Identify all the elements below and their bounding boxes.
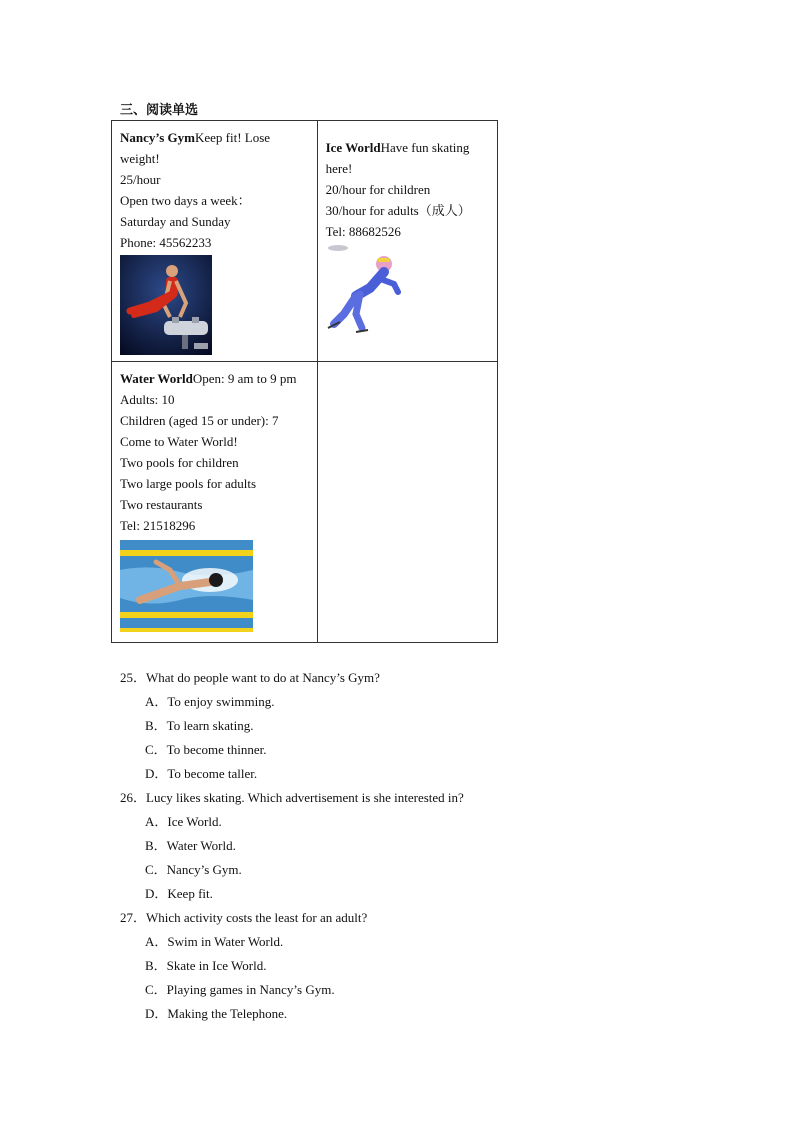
question-26-option-c: C．Nancy’s Gym.: [145, 862, 242, 877]
swimmer-photo: [120, 540, 253, 632]
ad-price-adults-ice: 30/hour for adults（成人）: [325, 203, 471, 218]
question-26-option-b: B．Water World.: [145, 838, 236, 853]
question-25: 25．What do people want to do at Nancy’s Gym?: [120, 670, 380, 685]
question-27-option-b: B．Skate in Ice World.: [145, 958, 267, 973]
questions: [120, 666, 720, 1026]
skater-illustration: [326, 244, 402, 336]
gymnast-photo: [120, 255, 212, 355]
question-26-option-d: D．Keep fit.: [145, 886, 213, 901]
ad-cell-water: [112, 362, 318, 643]
ad-tel-water: Tel: 21518296: [120, 518, 196, 533]
ad-price-gym: 25/hour: [120, 172, 161, 187]
ad-come-water: Come to Water World!: [120, 434, 238, 449]
question-25-option-c: C．To become thinner.: [145, 742, 267, 757]
ad-pools-adults-water: Two large pools for adults: [120, 476, 257, 491]
ad-slogan-ice: Have fun skating here!: [325, 140, 470, 176]
question-25-option-a: A．To enjoy swimming.: [145, 694, 275, 709]
ad-tel-ice: Tel: 88682526: [325, 224, 401, 239]
ad-open-water: Open: 9 am to 9 pm: [192, 371, 297, 386]
ad-cell-gym: [112, 121, 318, 362]
question-25-option-b: B．To learn skating.: [145, 718, 254, 733]
question-27-option-d: D．Making the Telephone.: [145, 1006, 288, 1021]
ad-days-gym: Saturday and Sunday: [120, 214, 231, 229]
question-26: 26．Lucy likes skating. Which advertisement is she interested in?: [120, 790, 464, 805]
question-27: 27．Which activity costs the least for an adult?: [120, 910, 368, 925]
ad-adults-water: Adults: 10: [120, 392, 175, 407]
question-27-option-c: C．Playing games in Nancy’s Gym.: [145, 982, 335, 997]
question-27-option-a: A．Swim in Water World.: [145, 934, 284, 949]
question-26-option-a: A．Ice World.: [145, 814, 222, 829]
section-title: 三、阅读单选: [120, 103, 199, 118]
ad-children-water: Children (aged 15 or under): 7: [120, 413, 279, 428]
ad-cell-ice: [317, 121, 497, 362]
ad-phone-gym: Phone: 45562233: [120, 235, 212, 250]
ad-name-gym: Nancy’s Gym: [120, 130, 195, 145]
ad-pools-children-water: Two pools for children: [120, 455, 239, 470]
ad-name-water: Water World: [120, 371, 193, 386]
ad-open-gym: Open two days a week：: [120, 193, 251, 208]
ad-restaurants-water: Two restaurants: [120, 497, 203, 512]
ad-cell-empty: [317, 362, 497, 643]
question-25-option-d: D．To become taller.: [145, 766, 258, 781]
ad-slogan-gym: Keep fit! Lose weight!: [120, 130, 271, 166]
advertisement-table: [111, 120, 498, 643]
ad-price-children-ice: 20/hour for children: [325, 182, 431, 197]
ad-name-ice: Ice World: [325, 140, 381, 155]
